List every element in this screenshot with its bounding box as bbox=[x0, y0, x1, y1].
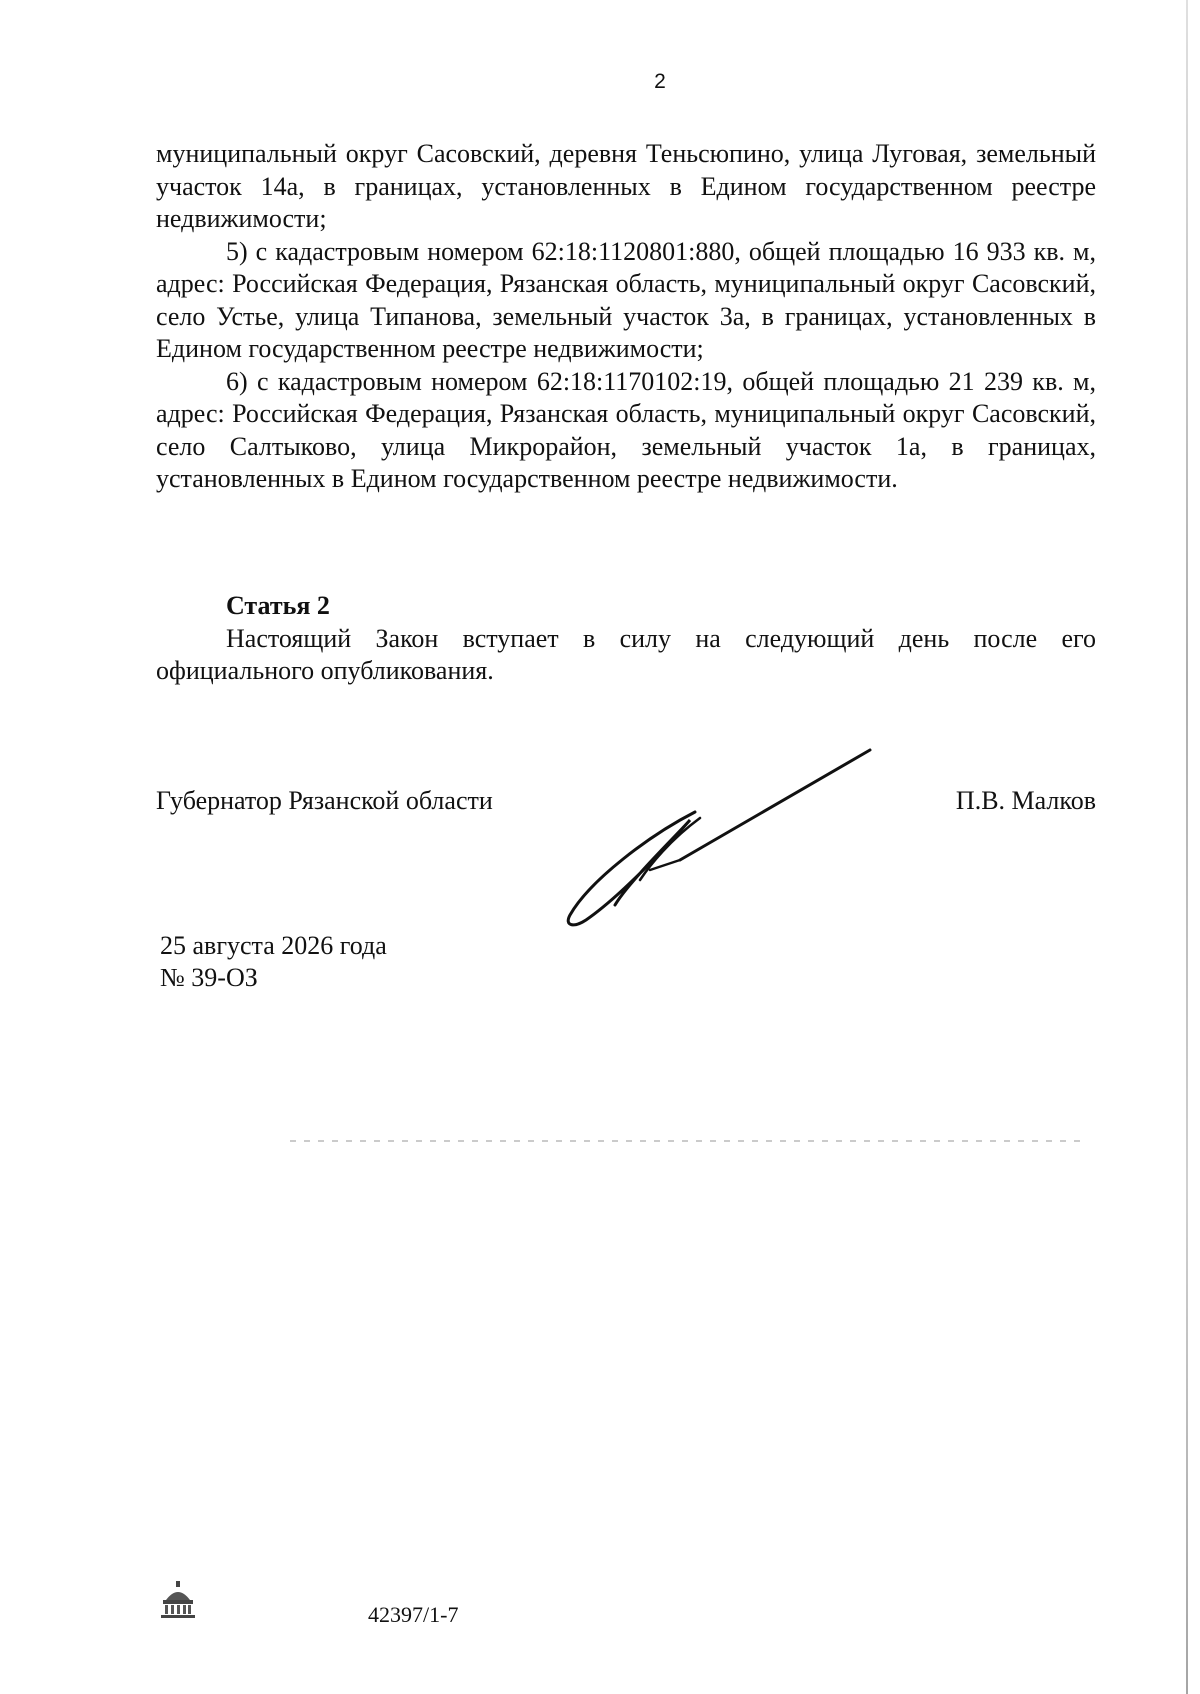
document-code: 42397/1-7 bbox=[368, 1602, 459, 1627]
article-2 bbox=[156, 590, 1096, 688]
scan-dotted-line bbox=[290, 1140, 1080, 1142]
law-body bbox=[156, 138, 1096, 496]
scan-edge bbox=[1186, 0, 1188, 1694]
article-text: Настоящий Закон вступает в силу на следующий день после его официального опубликования. bbox=[156, 623, 1096, 685]
paragraph-continuation: муниципальный округ Сасовский, деревня Теньсюпино, улица Луговая, земельный участок 14а, в границах, установленных в Едином государственном реестре недвижимости; bbox=[156, 139, 1096, 233]
governor-title: Губернатор Рязанской области bbox=[156, 786, 493, 815]
paragraph-item-5: 5) с кадастровым номером 62:18:1120801:880, общей площадью 16 933 кв. м, адрес: Российская Федерация, Рязанская область, муниципальный округ Сасовский, село Устье, улица Типанова, земельный участок 3а, в границах, установленных в Едином государственном реестре недвижимости; bbox=[156, 236, 1096, 363]
law-date: 25 августа 2026 года bbox=[160, 931, 387, 960]
article-title: Статья 2 bbox=[226, 591, 330, 620]
law-number: № 39-ОЗ bbox=[160, 963, 258, 992]
date-block bbox=[160, 930, 387, 994]
governor-name: П.В. Малков bbox=[955, 786, 1096, 815]
paragraph-item-6: 6) с кадастровым номером 62:18:1170102:19, общей площадью 21 239 кв. м, адрес: Российская Федерация, Рязанская область, муниципальный округ Сасовский, село Салтыково, улица Микрорайон, земельный участок 1а, в границах, установленных в Едином государственном реестре недвижимости. bbox=[156, 366, 1096, 493]
handwritten-signature bbox=[560, 740, 880, 930]
duma-seal-icon bbox=[158, 1580, 198, 1620]
page-number: 2 bbox=[654, 70, 666, 93]
